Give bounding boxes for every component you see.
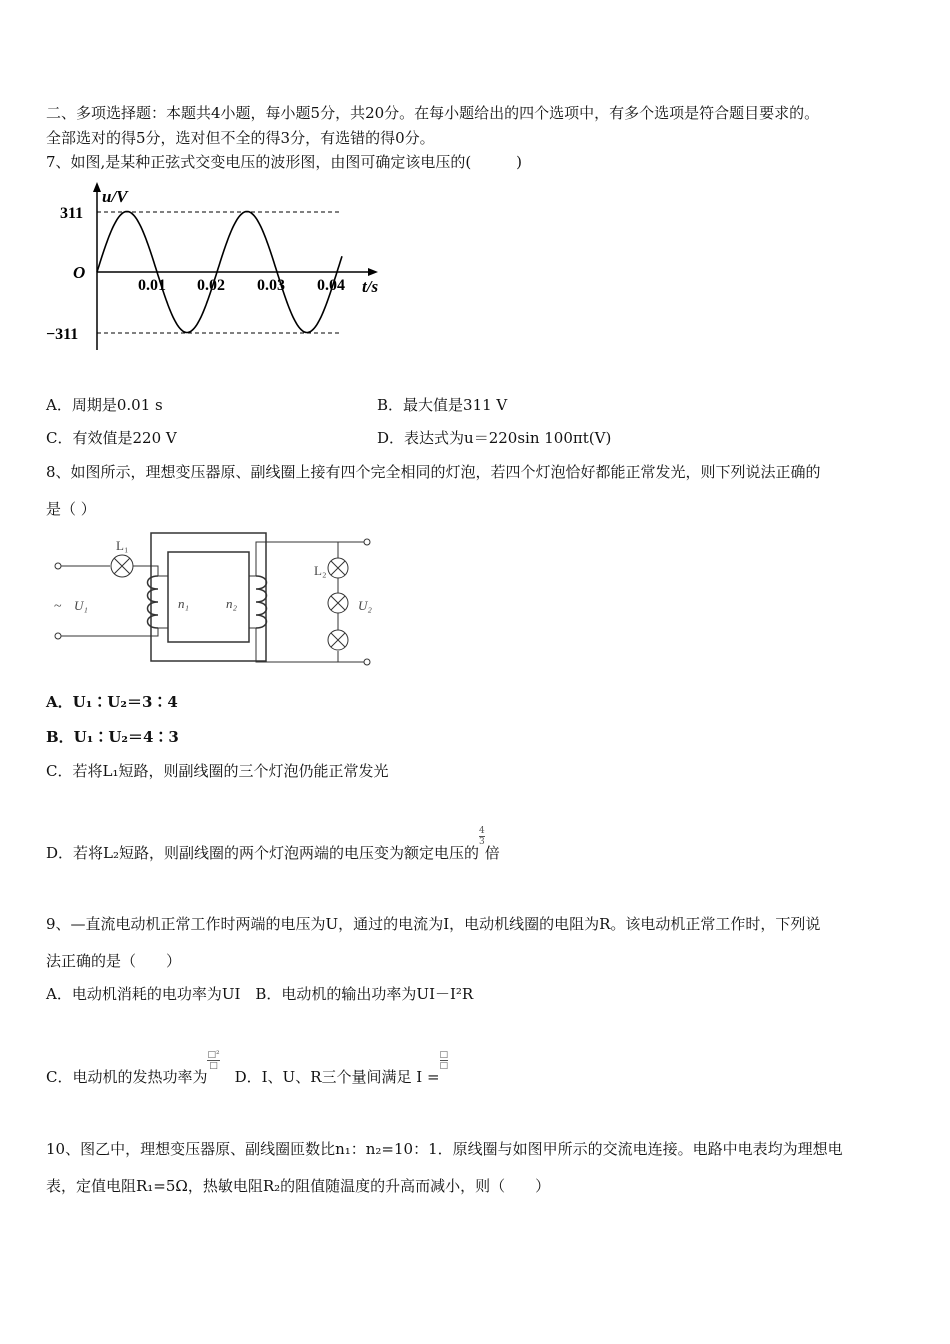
x-axis-label: t/s	[362, 277, 379, 296]
q7-stem: 7、如图,是某种正弦式交变电压的波形图，由图可确定该电压的( )	[46, 153, 523, 171]
x-tick-label: 0.02	[197, 277, 225, 294]
u1-label: U₁	[74, 598, 88, 613]
sine-waveform-figure	[40, 180, 400, 355]
u2-label: U₂	[358, 598, 372, 613]
q10-stem-cont: 表，定值电阻R₁=5Ω，热敏电阻R₂的阻值随温度的升高而减小，则（ ）	[46, 1177, 551, 1195]
x-tick-label: 0.04	[317, 277, 345, 294]
q8-option-a: A．U₁∶U₂＝3∶4	[46, 693, 178, 711]
q8-option-c: C．若将L₁短路，则副线圈的三个灯泡仍能正常发光	[46, 762, 389, 780]
x-tick-label: 0.03	[257, 277, 285, 294]
fraction-numerator: □²	[207, 1050, 220, 1060]
origin-label: O	[73, 263, 86, 282]
q8-option-d-text: D．若将L₂短路，则副线圈的两个灯泡两端的电压变为额定电压的	[46, 844, 480, 862]
q8-stem: 8、如图所示，理想变压器原、副线圈上接有四个完全相同的灯泡，若四个灯泡恰好都能正常发光，则下列说法正确的	[46, 463, 821, 481]
q9-stem-cont: 法正确的是（ ）	[46, 952, 182, 970]
section-instructions: 全部选对的得5分，选对但不全的得3分，有选错的得0分。	[46, 129, 435, 147]
q9-options-ab: A．电动机消耗的电功率为UI B．电动机的输出功率为UI－I²R	[46, 985, 474, 1003]
fraction-numerator: □	[439, 1050, 449, 1060]
n2-label: n₂	[226, 596, 238, 611]
transformer-circuit-figure	[46, 528, 386, 673]
fraction-numerator: 4	[479, 826, 485, 836]
fraction-denominator: □	[209, 1061, 218, 1071]
q8-option-d	[46, 826, 500, 863]
fraction-denominator: □	[439, 1061, 449, 1071]
ac-source-icon: ~	[54, 599, 62, 614]
q7-option-b: B．最大值是311 V	[377, 396, 508, 414]
section-heading: 二、多项选择题：本题共4小题，每小题5分，共20分。在每小题给出的四个选项中，有多个选项是符合题目要求的。	[46, 104, 820, 122]
l1-label: L₁	[116, 538, 129, 553]
q7-option-a: A．周期是0.01 s	[46, 396, 163, 414]
q7-option-c: C．有效值是220 V	[46, 429, 177, 447]
ymin-label: −311	[46, 326, 79, 343]
q9-option-d: D．I、U、R三个量间满足 I =	[219, 1068, 440, 1086]
x-tick-label: 0.01	[138, 277, 166, 294]
q9-stem: 9、—直流电动机正常工作时两端的电压为U，通过的电流为I，电动机线圈的电阻为R。该电动机正常工作时，下列说	[46, 915, 821, 933]
y-axis-label: u/V	[102, 187, 128, 206]
fraction	[207, 1050, 219, 1071]
ymax-label: 311	[60, 205, 84, 222]
q7-option-d: D．表达式为u＝220sin 100πt(V)	[377, 429, 612, 447]
fraction-denominator: 3	[479, 837, 485, 847]
q8-option-b: B．U₁∶U₂＝4∶3	[46, 728, 179, 746]
q8-option-d-tail: 倍	[484, 844, 500, 862]
q10-stem: 10、图乙中，理想变压器原、副线圈匝数比n₁：n₂=10：1．原线圈与如图甲所示的交流电连接。电路中电表均为理想电	[46, 1140, 843, 1158]
q9-option-c: C．电动机的发热功率为	[46, 1068, 208, 1086]
q9-options-cd	[46, 1050, 448, 1087]
fraction	[440, 1050, 449, 1071]
l2-label: L₂	[314, 563, 327, 578]
n1-label: n₁	[178, 596, 190, 611]
q8-stem-cont: 是（ ）	[46, 500, 96, 518]
